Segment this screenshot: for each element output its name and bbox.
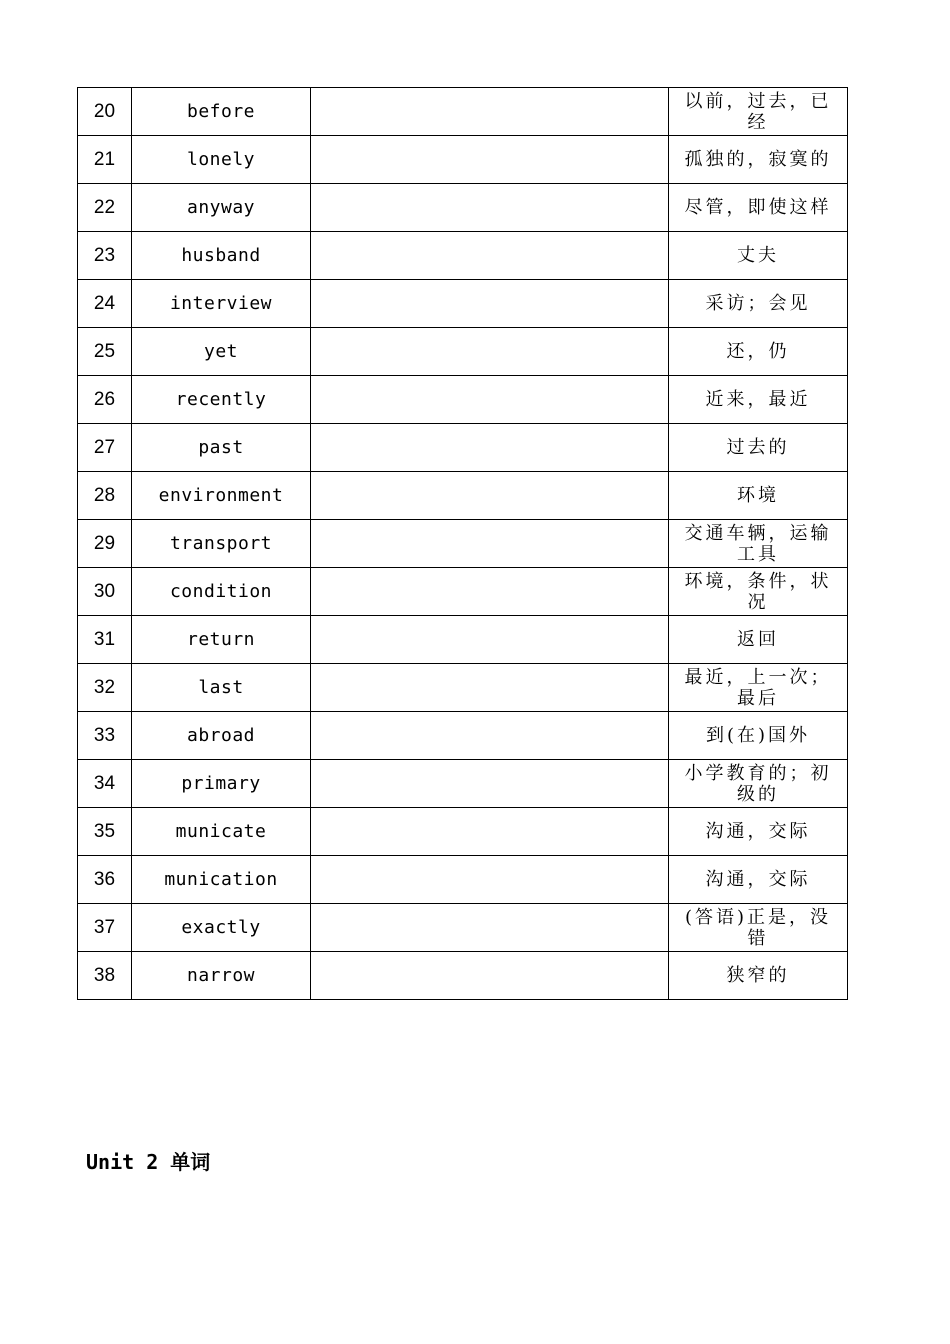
english-word: municate xyxy=(132,808,311,856)
blank-cell xyxy=(311,664,669,712)
blank-cell xyxy=(311,568,669,616)
table-row xyxy=(78,664,848,712)
table-row xyxy=(78,136,848,184)
blank-cell xyxy=(311,136,669,184)
row-number: 38 xyxy=(78,952,132,1000)
section-heading: Unit 2 单词 xyxy=(86,1150,211,1174)
english-word: anyway xyxy=(132,184,311,232)
blank-cell xyxy=(311,424,669,472)
blank-cell xyxy=(311,280,669,328)
table-row xyxy=(78,520,848,568)
chinese-meaning: 环境，条件，状况 xyxy=(669,568,848,616)
row-number: 23 xyxy=(78,232,132,280)
table-row xyxy=(78,904,848,952)
chinese-meaning: (答语)正是，没错 xyxy=(669,904,848,952)
row-number: 32 xyxy=(78,664,132,712)
english-word: narrow xyxy=(132,952,311,1000)
chinese-meaning: 尽管，即使这样 xyxy=(669,184,848,232)
blank-cell xyxy=(311,712,669,760)
chinese-meaning: 过去的 xyxy=(669,424,848,472)
row-number: 33 xyxy=(78,712,132,760)
table-row xyxy=(78,88,848,136)
chinese-meaning: 丈夫 xyxy=(669,232,848,280)
row-number: 35 xyxy=(78,808,132,856)
blank-cell xyxy=(311,808,669,856)
row-number: 21 xyxy=(78,136,132,184)
table-row xyxy=(78,472,848,520)
chinese-meaning: 采访；会见 xyxy=(669,280,848,328)
table-row xyxy=(78,808,848,856)
vocabulary-table-body xyxy=(78,88,848,1000)
english-word: abroad xyxy=(132,712,311,760)
row-number: 28 xyxy=(78,472,132,520)
blank-cell xyxy=(311,472,669,520)
table-row xyxy=(78,424,848,472)
chinese-meaning: 交通车辆，运输工具 xyxy=(669,520,848,568)
blank-cell xyxy=(311,184,669,232)
row-number: 25 xyxy=(78,328,132,376)
row-number: 24 xyxy=(78,280,132,328)
english-word: return xyxy=(132,616,311,664)
english-word: exactly xyxy=(132,904,311,952)
row-number: 37 xyxy=(78,904,132,952)
english-word: primary xyxy=(132,760,311,808)
blank-cell xyxy=(311,856,669,904)
chinese-meaning: 以前，过去，已经 xyxy=(669,88,848,136)
blank-cell xyxy=(311,760,669,808)
english-word: environment xyxy=(132,472,311,520)
english-word: last xyxy=(132,664,311,712)
chinese-meaning: 狭窄的 xyxy=(669,952,848,1000)
english-word: past xyxy=(132,424,311,472)
row-number: 30 xyxy=(78,568,132,616)
table-row xyxy=(78,616,848,664)
blank-cell xyxy=(311,952,669,1000)
row-number: 27 xyxy=(78,424,132,472)
english-word: before xyxy=(132,88,311,136)
blank-cell xyxy=(311,376,669,424)
row-number: 26 xyxy=(78,376,132,424)
chinese-meaning: 还，仍 xyxy=(669,328,848,376)
table-row xyxy=(78,856,848,904)
row-number: 20 xyxy=(78,88,132,136)
table-row xyxy=(78,232,848,280)
english-word: transport xyxy=(132,520,311,568)
chinese-meaning: 沟通，交际 xyxy=(669,856,848,904)
chinese-meaning: 到(在)国外 xyxy=(669,712,848,760)
english-word: interview xyxy=(132,280,311,328)
blank-cell xyxy=(311,904,669,952)
row-number: 31 xyxy=(78,616,132,664)
blank-cell xyxy=(311,328,669,376)
row-number: 36 xyxy=(78,856,132,904)
blank-cell xyxy=(311,520,669,568)
chinese-meaning: 小学教育的；初级的 xyxy=(669,760,848,808)
english-word: husband xyxy=(132,232,311,280)
chinese-meaning: 最近，上一次；最后 xyxy=(669,664,848,712)
table-row xyxy=(78,184,848,232)
table-row xyxy=(78,328,848,376)
vocabulary-table xyxy=(77,87,848,1000)
chinese-meaning: 沟通，交际 xyxy=(669,808,848,856)
chinese-meaning: 返回 xyxy=(669,616,848,664)
table-row xyxy=(78,760,848,808)
table-row xyxy=(78,712,848,760)
english-word: recently xyxy=(132,376,311,424)
row-number: 22 xyxy=(78,184,132,232)
table-row xyxy=(78,280,848,328)
english-word: lonely xyxy=(132,136,311,184)
row-number: 34 xyxy=(78,760,132,808)
row-number: 29 xyxy=(78,520,132,568)
english-word: munication xyxy=(132,856,311,904)
table-row xyxy=(78,568,848,616)
english-word: condition xyxy=(132,568,311,616)
blank-cell xyxy=(311,88,669,136)
table-row xyxy=(78,952,848,1000)
chinese-meaning: 孤独的，寂寞的 xyxy=(669,136,848,184)
blank-cell xyxy=(311,616,669,664)
blank-cell xyxy=(311,232,669,280)
table-row xyxy=(78,376,848,424)
english-word: yet xyxy=(132,328,311,376)
chinese-meaning: 环境 xyxy=(669,472,848,520)
chinese-meaning: 近来，最近 xyxy=(669,376,848,424)
